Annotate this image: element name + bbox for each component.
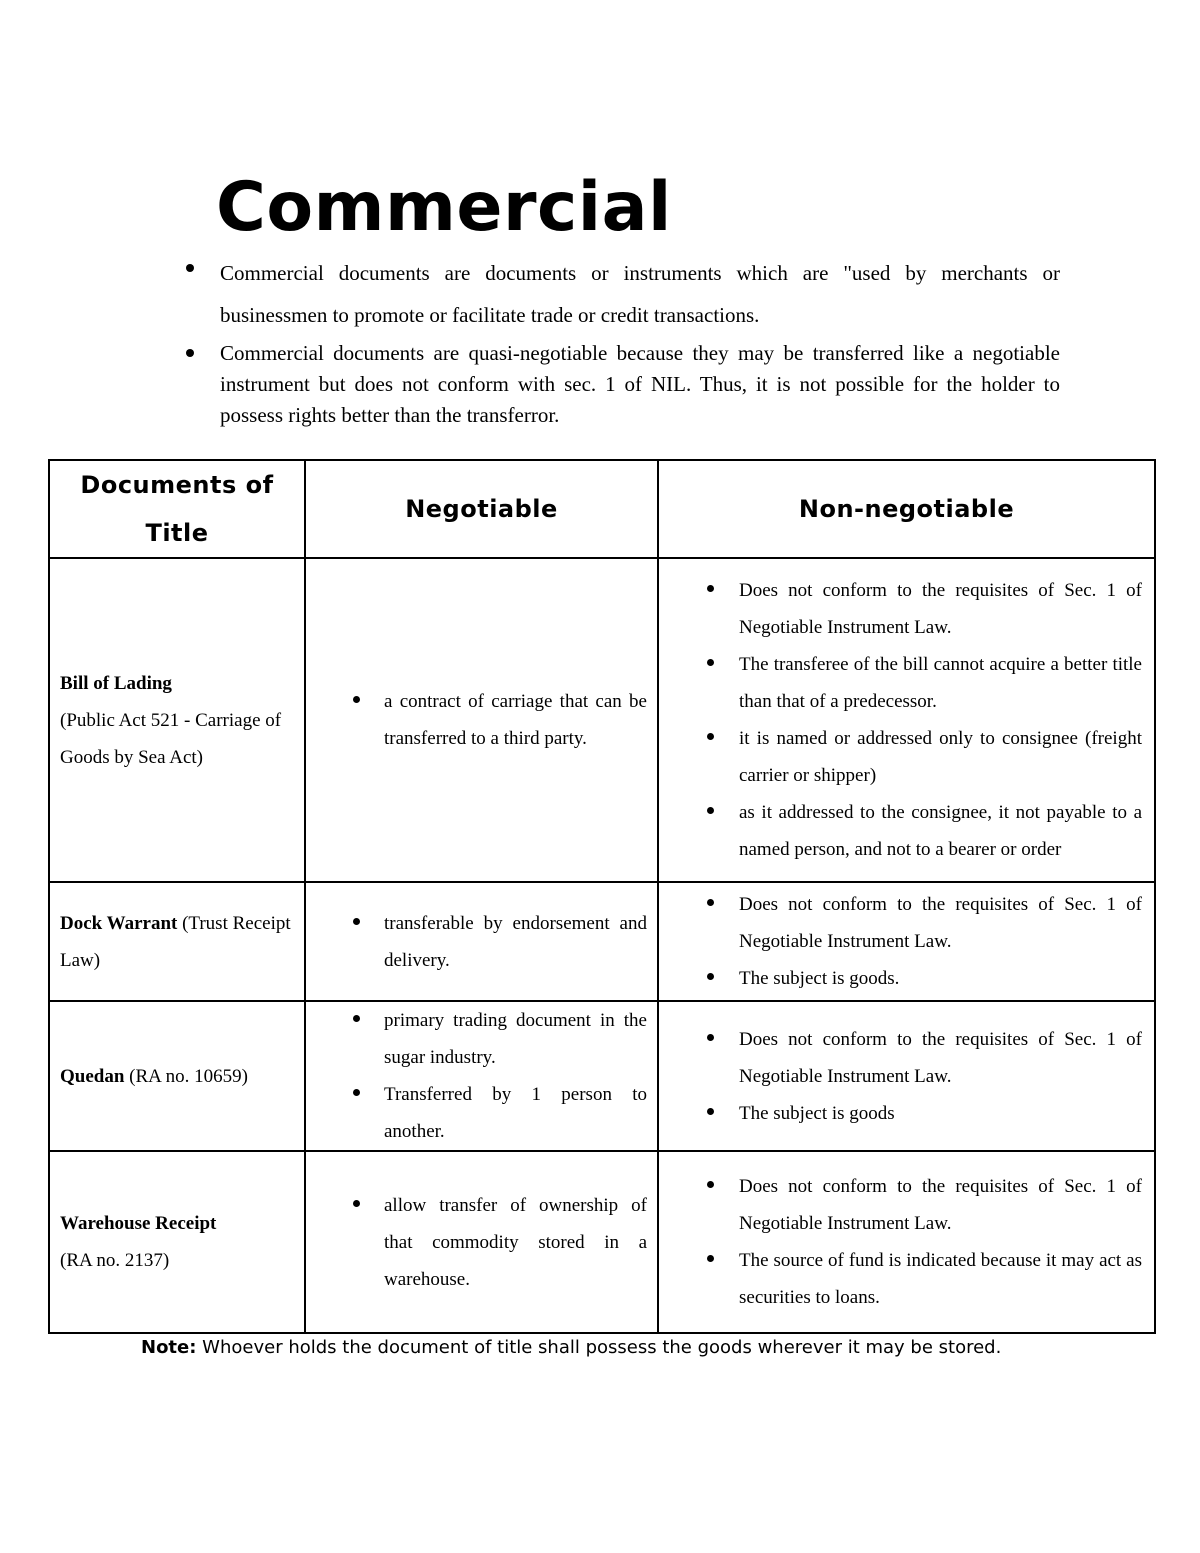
table-header-row [49,460,1155,558]
note-label: Note: [141,1337,197,1358]
document-name: Quedan [60,1065,125,1087]
non-negotiable-item: Does not conform to the requisites of Sec. 1 of Negotiable Instrument Law. [663,1168,1142,1242]
document-cell [49,1151,305,1333]
intro-list [180,252,1060,431]
non-negotiable-item: The transferee of the bill cannot acquire a better title than that of a predecessor. [663,646,1142,720]
documents-table [48,459,1156,1334]
header-negotiable: Negotiable [305,460,658,558]
intro-item: Commercial documents are quasi-negotiable because they may be transferred like a negotiable instrument but does not conform with sec. 1 of NIL. Thus, it is not possible for the holder to possess rights better than the transferror. [180,338,1060,431]
negotiable-item: allow transfer of ownership of that commodity stored in a warehouse. [308,1187,647,1298]
document-cell [49,558,305,882]
document-name: Bill of Lading [60,672,172,694]
table-row [49,1151,1155,1333]
table-row [49,882,1155,1001]
negotiable-cell [305,1151,658,1333]
note-text: Whoever holds the document of title shall possess the goods wherever it may be stored. [196,1337,1002,1358]
document-name: Dock Warrant [60,912,178,934]
negotiable-item: a contract of carriage that can be transferred to a third party. [308,683,647,757]
intro-item: Commercial documents are documents or instruments which are "used by merchants or businessmen to promote or facilitate trade or credit transactions. [180,252,1060,336]
document-law: (Trust Receipt Law) [60,912,291,971]
footnote [141,1336,1001,1360]
header-documents-of-title: Documents of Title [49,460,305,558]
negotiable-item: Transferred by 1 person to another. [308,1076,647,1150]
document-law: (RA no. 10659) [124,1065,248,1087]
non-negotiable-item: The subject is goods [663,1095,1142,1132]
header-non-negotiable: Non-negotiable [658,460,1155,558]
table-row [49,558,1155,882]
document-law: (Public Act 521 - Carriage of Goods by Sea Act) [60,709,282,768]
non-negotiable-item: Does not conform to the requisites of Sec. 1 of Negotiable Instrument Law. [663,572,1142,646]
negotiable-item: primary trading document in the sugar industry. [308,1002,647,1076]
non-negotiable-item: it is named or addressed only to consignee (freight carrier or shipper) [663,720,1142,794]
negotiable-item: transferable by endorsement and delivery. [308,905,647,979]
non-negotiable-item: Does not conform to the requisites of Sec. 1 of Negotiable Instrument Law. [663,886,1142,960]
page-title: Commercial [216,168,672,247]
non-negotiable-item: The source of fund is indicated because it may act as securities to loans. [663,1242,1142,1316]
document-cell [49,882,305,1001]
document-name: Warehouse Receipt [60,1213,217,1234]
non-negotiable-cell [658,1001,1155,1151]
non-negotiable-item: as it addressed to the consignee, it not payable to a named person, and not to a bearer or order [663,794,1142,868]
table-row [49,1001,1155,1151]
negotiable-cell [305,558,658,882]
non-negotiable-cell [658,558,1155,882]
non-negotiable-cell [658,882,1155,1001]
non-negotiable-cell [658,1151,1155,1333]
negotiable-cell [305,1001,658,1151]
negotiable-cell [305,882,658,1001]
document-law: (RA no. 2137) [60,1250,170,1271]
non-negotiable-item: Does not conform to the requisites of Sec. 1 of Negotiable Instrument Law. [663,1021,1142,1095]
non-negotiable-item: The subject is goods. [663,960,1142,997]
document-cell [49,1001,305,1151]
